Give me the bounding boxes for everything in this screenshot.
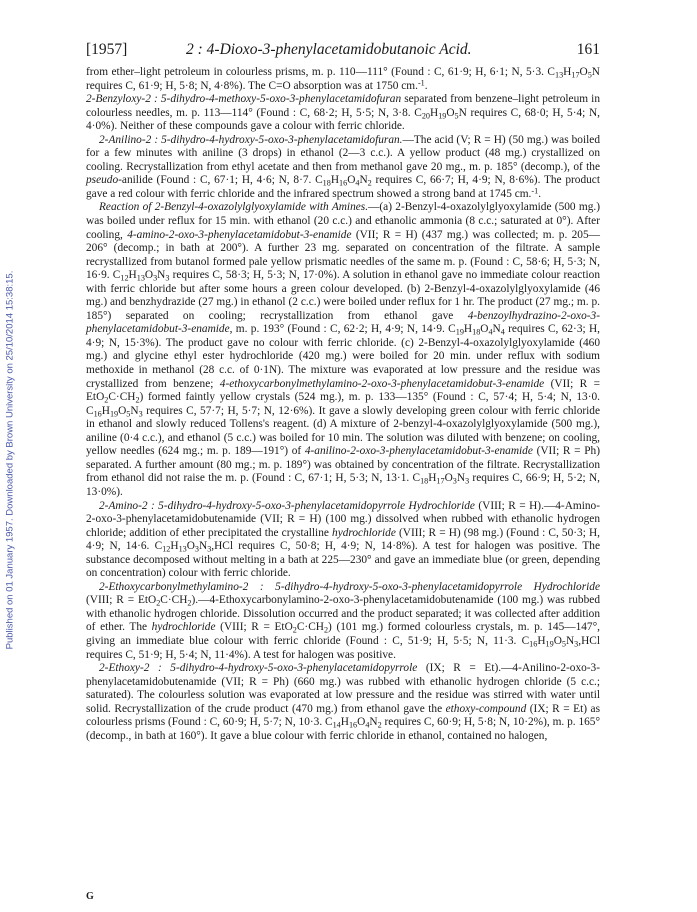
article-body bbox=[86, 66, 600, 743]
text-run: C·CH bbox=[160, 594, 188, 607]
subscript: 18 bbox=[322, 178, 331, 188]
text-run: ).—4-Ethoxycarbonylamino-2-oxo-3-phenylacetamidobutenamide (100 mg.) was rubbed with ethanolic hydrogen chloride. Dissolution occurred and the product separated; it was collected after addition of ether. The bbox=[86, 594, 600, 634]
subscript: 16 bbox=[93, 408, 102, 418]
subscript: 19 bbox=[455, 327, 464, 337]
paragraph bbox=[86, 134, 600, 202]
italic-run: hydrochloride bbox=[332, 526, 396, 539]
text-run: O bbox=[444, 472, 453, 485]
text-run: H bbox=[128, 269, 137, 282]
header-year: [1957] bbox=[86, 41, 128, 58]
download-watermark-text: Published on 01 January 1957. Downloaded by Brown University on 25/10/2014 15:38:15. bbox=[4, 270, 16, 650]
subscript: 3 bbox=[452, 476, 457, 486]
italic-run: hydrochloride bbox=[151, 621, 216, 634]
subscript: 18 bbox=[472, 327, 481, 337]
text-run: O bbox=[579, 66, 588, 78]
text-run: N bbox=[492, 323, 501, 336]
text-run: H bbox=[170, 540, 179, 553]
superscript: -1 bbox=[531, 186, 539, 196]
subscript: 4 bbox=[365, 720, 370, 730]
subscript: 3 bbox=[153, 273, 158, 283]
paragraph bbox=[86, 66, 600, 93]
text-run: O bbox=[553, 634, 562, 647]
subscript: 2 bbox=[323, 625, 329, 635]
subscript: 3 bbox=[165, 273, 170, 283]
text-run: —The acid (V; R = H) (50 mg.) was boiled for a few minutes with aniline (3 drops) in ethanol (2—3 c.c.). A yellow product (48 mg.) crystallized on cooling. Recrystallization from ethyl acetate and then from methanol gave 20 mg., m. p. 185° (decomp.), of the bbox=[86, 133, 600, 173]
subscript: 13 bbox=[178, 544, 187, 554]
text-run: -anilide (Found : C, 67·1; H, 4·6; N, 8·7. C bbox=[118, 174, 323, 187]
subscript: 2 bbox=[156, 598, 161, 608]
text-run: ,HCl requires C, 50·8; H, 4·9; N, 14·8%). A test for halogen was positive. The substance decomposed without melting in a bath at 225—230° and gave an immediate blue (or green, depending on concentration) colour with ferric chloride. bbox=[86, 540, 600, 580]
text-run: H bbox=[330, 174, 340, 187]
subscript: 5 bbox=[587, 70, 592, 80]
header-title: 2 : 4-Dioxo-3-phenylacetamidobutanoic Acid. bbox=[186, 41, 472, 58]
italic-run: 2-Anilino-2 : 5-dihydro-4-hydroxy-5-oxo-3-phenylacetamidofuran. bbox=[99, 133, 403, 146]
text-run: H bbox=[101, 404, 110, 417]
text-run: C·CH bbox=[108, 391, 136, 404]
text-run: H bbox=[429, 106, 439, 119]
italic-run: ethoxy-compound bbox=[445, 702, 527, 715]
text-run: (VIII; R = EtO bbox=[215, 621, 293, 634]
subscript: 3 bbox=[465, 476, 470, 486]
text-run: . bbox=[424, 79, 428, 92]
text-run: H bbox=[428, 472, 437, 485]
subscript: 3 bbox=[574, 639, 579, 649]
text-run: N bbox=[130, 404, 139, 417]
page-number: 161 bbox=[576, 41, 600, 58]
text-run: O bbox=[480, 323, 489, 336]
text-run: —(a) 2-Benzyl-4-oxazolylglyoxylamide (500 mg.) was boiled under reflux for 15 min. with ethanol (20 c.c.) and ethanolic ammonia (8 c.c.; saturated at 0°). After cooling, bbox=[86, 201, 600, 241]
text-run: (VII; R = H) (437 mg.) was collected; m. p. 205—206° (decomp.; in bath at 200°). A further 23 mg. separated on concentration of the filtrate. A sample recrystallized from butanol formed pale yellow prismatic needles of the same m. p. (Found : C, 58·6; H, 5·3; N, 16·9. C bbox=[86, 228, 600, 282]
subscript: 16 bbox=[339, 178, 348, 188]
text-run: N bbox=[359, 174, 368, 187]
text-run: N bbox=[369, 716, 378, 729]
subscript: 17 bbox=[436, 476, 445, 486]
subscript: 3 bbox=[194, 544, 199, 554]
italic-run: 2-Ethoxy-2 : 5-dihydro-4-hydroxy-5-oxo-3-phenylacetamidopyrrole bbox=[99, 662, 418, 675]
text-run: H bbox=[463, 323, 473, 336]
text-run: requires C, 58·3; H, 5·3; N, 17·0%). A solution in ethanol gave no immediate colour reaction with ferric chloride but after some hours a green colour developed. (b) 2-Benzyl-4-oxazolylglyoxylamide (46 mg.) and benzhydrazide (27 mg.) in ethanol (2 c.c.) were boiled under reflux for 1 hr. The product (27 mg.; m. p. 185°) separated on cooling; recrystallization from ethanol gave bbox=[86, 269, 601, 322]
text-run: O bbox=[118, 404, 127, 417]
subscript: 5 bbox=[126, 408, 131, 418]
italic-run: Reaction of 2-Benzyl-4-oxazolylglyoxylamide with Amines. bbox=[99, 201, 369, 214]
subscript: 3 bbox=[138, 408, 143, 418]
text-run: O bbox=[144, 269, 154, 282]
text-run: N bbox=[157, 269, 166, 282]
subscript: 4 bbox=[488, 327, 493, 337]
subscript: 12 bbox=[120, 273, 129, 283]
download-watermark bbox=[2, 40, 18, 880]
subscript: 5 bbox=[561, 639, 566, 649]
subscript: 14 bbox=[332, 720, 341, 730]
subscript: 19 bbox=[545, 639, 554, 649]
text-run: H bbox=[340, 716, 349, 729]
text-run: N bbox=[199, 540, 208, 553]
text-run: N bbox=[456, 472, 466, 485]
text-run: requires C, 66·9; H, 5·2; N, 13·0%). bbox=[86, 472, 600, 498]
italic-run: 2-Amino-2 : 5-dihydro-4-hydroxy-5-oxo-3-phenylacetamidopyrrole Hydrochloride bbox=[99, 499, 475, 512]
text-run: ,HCl requires C, 51·9; H, 5·4; N, 11·4%). A test for halogen was positive. bbox=[86, 634, 600, 661]
text-run: (VIII; R = H).—4-Amino-2-oxo-3-phenylacetamidobutenamide (VII; R = H) (100 mg.) dissolved when rubbed with ethanolic hydrogen chloride; addition of ether precipitated the crystalline bbox=[86, 499, 600, 539]
subscript: 17 bbox=[571, 70, 580, 80]
subscript: 2 bbox=[135, 395, 140, 405]
text-run: from ether–light petroleum in colourless prisms, m. p. 110—111° (Found : C, 61·9; H, 6·1; N, 5·3. C bbox=[86, 66, 555, 78]
subscript: 4 bbox=[500, 327, 505, 337]
italic-run: 2-Benzyloxy-2 : 5-dihydro-4-methoxy-5-oxo-3-phenylacetamidofuran bbox=[86, 93, 402, 106]
italic-run: 4-ethoxycarbonylmethylamino-2-oxo-3-phenylacetamidobut-3-enamide bbox=[219, 377, 545, 390]
subscript: 13 bbox=[136, 273, 145, 283]
superscript: -1 bbox=[417, 78, 425, 88]
paragraph bbox=[86, 93, 600, 134]
text-run: requires C, 60·9; H, 5·8; N, 10·2%), m. p. 165° (decomp., in bath at 160°). It gave a blue colour with ferric chloride in ethanol, contained no halogen, bbox=[86, 716, 600, 742]
running-header bbox=[86, 41, 600, 61]
text-run: (IX; R = Et).—4-Anilino-2-oxo-3-phenylacetamidobutenamide (VII; R = Ph) (660 mg.) was rubbed with ethanolic hydrogen chloride (5 c.c.; saturated). The colourless solution was evaporated at low pressure and the residue was stirred with water until solid. Recrystallization of the crude product (470 mg.) from ethanol gave the bbox=[86, 662, 601, 715]
text-run: H bbox=[537, 634, 546, 647]
text-run: requires C, 57·7; H, 5·7; N, 12·6%). It gave a slowly developing green colour with ferric chloride in ethanol and slowly reduced Tollens's reagent. (d) A mixture of 2-benzyl-4-oxazolylglyoxylamide (500 mg.), aniline (0·4 c.c.), and ethanol (5 c.c.) was boiled for 10 min. The solution was diluted with benzene; on cooling, yellow needles (624 mg.; m. p. 189—191°) of bbox=[86, 404, 600, 458]
subscript: 2 bbox=[367, 178, 372, 188]
signature-mark: G bbox=[86, 891, 94, 902]
text-run: (VIII; R = H) (98 mg.) (Found : C, 50·3; H, 4·9; N, 14·6. C bbox=[86, 526, 600, 553]
text-run: . bbox=[538, 187, 542, 200]
text-run: N requires C, 68·0; H, 5·4; N, 4·0%). Neither of these compounds gave a colour with ferric chloride. bbox=[86, 106, 601, 133]
text-run: (VII; R = EtO bbox=[86, 377, 600, 404]
subscript: 2 bbox=[187, 598, 192, 608]
text-run: , m. p. 193° (Found : C, 62·2; H, 4·9; N, 14·9. C bbox=[229, 323, 456, 336]
paragraph bbox=[86, 201, 600, 499]
text-run: O bbox=[186, 540, 195, 553]
text-run: ) formed faintly yellow crystals (524 mg.), m. p. 133—135° (Found : C, 57·4; H, 5·4; N, 13·0. C bbox=[86, 391, 600, 417]
subscript: 18 bbox=[420, 476, 429, 486]
text-run: requires C, 66·7; H, 4·9; N, 8·6%). The product gave a red colour with ferric chloride and the infrared spectrum showed a strong band at 1745 cm. bbox=[86, 174, 600, 200]
subscript: 19 bbox=[438, 110, 447, 120]
italic-run: pseudo bbox=[86, 174, 119, 187]
italic-run: 4-anilino-2-oxo-3-phenylacetamidobut-3-enamide bbox=[304, 445, 533, 458]
text-run: C·CH bbox=[296, 621, 324, 634]
text-run: separated from benzene–light petroleum in colourless needles, m. p. 113—114° (Found : C, 68·2; H, 5·5; N, 3·8. C bbox=[86, 93, 600, 119]
text-run: (VII; R = Ph) separated. A further amount (80 mg.; m. p. 189°) was obtained by concentration of the filtrate. Recrystallization from ethanol did not raise the m. p. (Found : C, 67·1; H, 5·3; N, 13·1. C bbox=[86, 445, 600, 485]
subscript: 13 bbox=[555, 70, 564, 80]
paragraph bbox=[86, 500, 600, 581]
subscript: 16 bbox=[529, 639, 538, 649]
text-run: ) (101 mg.) formed colourless crystals, m. p. 145—147°, giving an immediate blue colour with ferric chloride (Found : C, 51·9; H, 5·5; N, 11·3. C bbox=[86, 621, 600, 647]
subscript: 4 bbox=[355, 178, 360, 188]
subscript: 2 bbox=[292, 625, 297, 635]
subscript: 2 bbox=[377, 720, 382, 730]
subscript: 16 bbox=[348, 720, 358, 730]
italic-run: 2-Ethoxycarbonylmethylamino-2 : 5-dihydro-4-hydroxy-5-oxo-3-phenylacetamidopyrrole Hydrochloride bbox=[99, 580, 600, 593]
text-run: H bbox=[563, 66, 572, 78]
subscript: 19 bbox=[109, 408, 119, 418]
text-run: (VIII; R = EtO bbox=[86, 594, 157, 607]
text-run: O bbox=[357, 716, 366, 729]
text-run: O bbox=[347, 174, 356, 187]
subscript: 2 bbox=[104, 395, 109, 405]
subscript: 12 bbox=[162, 544, 171, 554]
subscript: 3 bbox=[207, 544, 212, 554]
text-run: N bbox=[565, 634, 575, 647]
italic-run: 4-amino-2-oxo-3-phenylacetamidobut-3-enamide bbox=[127, 228, 352, 241]
text-run: (IX; R = Et) as colourless prisms (Found : C, 60·9; H, 5·7; N, 10·3. C bbox=[86, 702, 600, 729]
text-run: requires C, 62·3; H, 4·9; N, 15·3%). The product gave no colour with ferric chloride. (c) 2-Benzyl-4-oxazolylglyoxylamide (460 mg.) and glycine ethyl ester hydrochloride (420 mg.) were boiled for 20 min. under reflux with sodium methoxide in methanol (28 c.c. of 0·1N). The mixture was evaporated at low pressure and the residue was crystallized from benzene; bbox=[86, 323, 600, 390]
paragraph bbox=[86, 662, 600, 743]
text-run: O bbox=[446, 106, 455, 119]
italic-run: 4-benzoylhydrazino-2-oxo-3-phenylacetamidobut-3-enamide bbox=[86, 309, 600, 336]
subscript: 5 bbox=[454, 110, 459, 120]
subscript: 20 bbox=[421, 110, 430, 120]
paragraph bbox=[86, 581, 600, 662]
text-run: N requires C, 61·9; H, 5·8; N, 4·8%). The C=O absorption was at 1750 cm. bbox=[86, 66, 600, 92]
